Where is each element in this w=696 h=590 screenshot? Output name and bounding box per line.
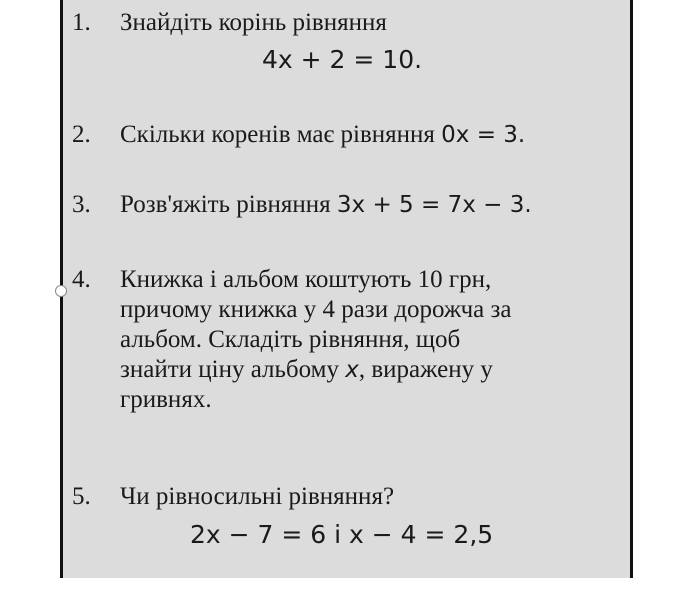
item-line-4-text: знайти ціну альбому [120, 356, 339, 383]
item-number: 5. [72, 483, 91, 510]
item-variable: x [345, 357, 359, 383]
item-number: 3. [72, 191, 91, 218]
item-text: Чи рівносильні рівняння? [120, 483, 395, 510]
resize-handle[interactable] [55, 285, 67, 297]
item-number: 2. [72, 121, 91, 148]
item-number: 1. [72, 9, 91, 36]
item-line-4-tail: , виражену у [358, 356, 493, 383]
item-text-block [120, 265, 620, 415]
item-math: 0x = 3. [441, 122, 526, 148]
item-formula: 2x − 7 = 6 і x − 4 = 2,5 [190, 520, 494, 549]
item-text: Розв'яжіть рівняння [120, 191, 331, 218]
item-line-4 [120, 355, 620, 385]
item-text-wrap [120, 120, 620, 150]
item-line-5: гривнях. [120, 386, 212, 413]
item-line-3: альбом. Складіть рівняння, щоб [120, 326, 461, 353]
item-text-wrap [120, 190, 620, 220]
item-text: Знайдіть корінь рівняння [120, 9, 387, 36]
item-formula: 4x + 2 = 10. [262, 45, 423, 74]
item-line-1: Книжка і альбом коштують 10 грн, [120, 266, 492, 293]
item-line-2: причому книжка у 4 рази дорожча за [120, 296, 512, 323]
item-math: 3x + 5 = 7x − 3. [336, 192, 532, 218]
item-number: 4. [72, 266, 91, 293]
item-text: Скільки коренів має рівняння [120, 121, 435, 148]
